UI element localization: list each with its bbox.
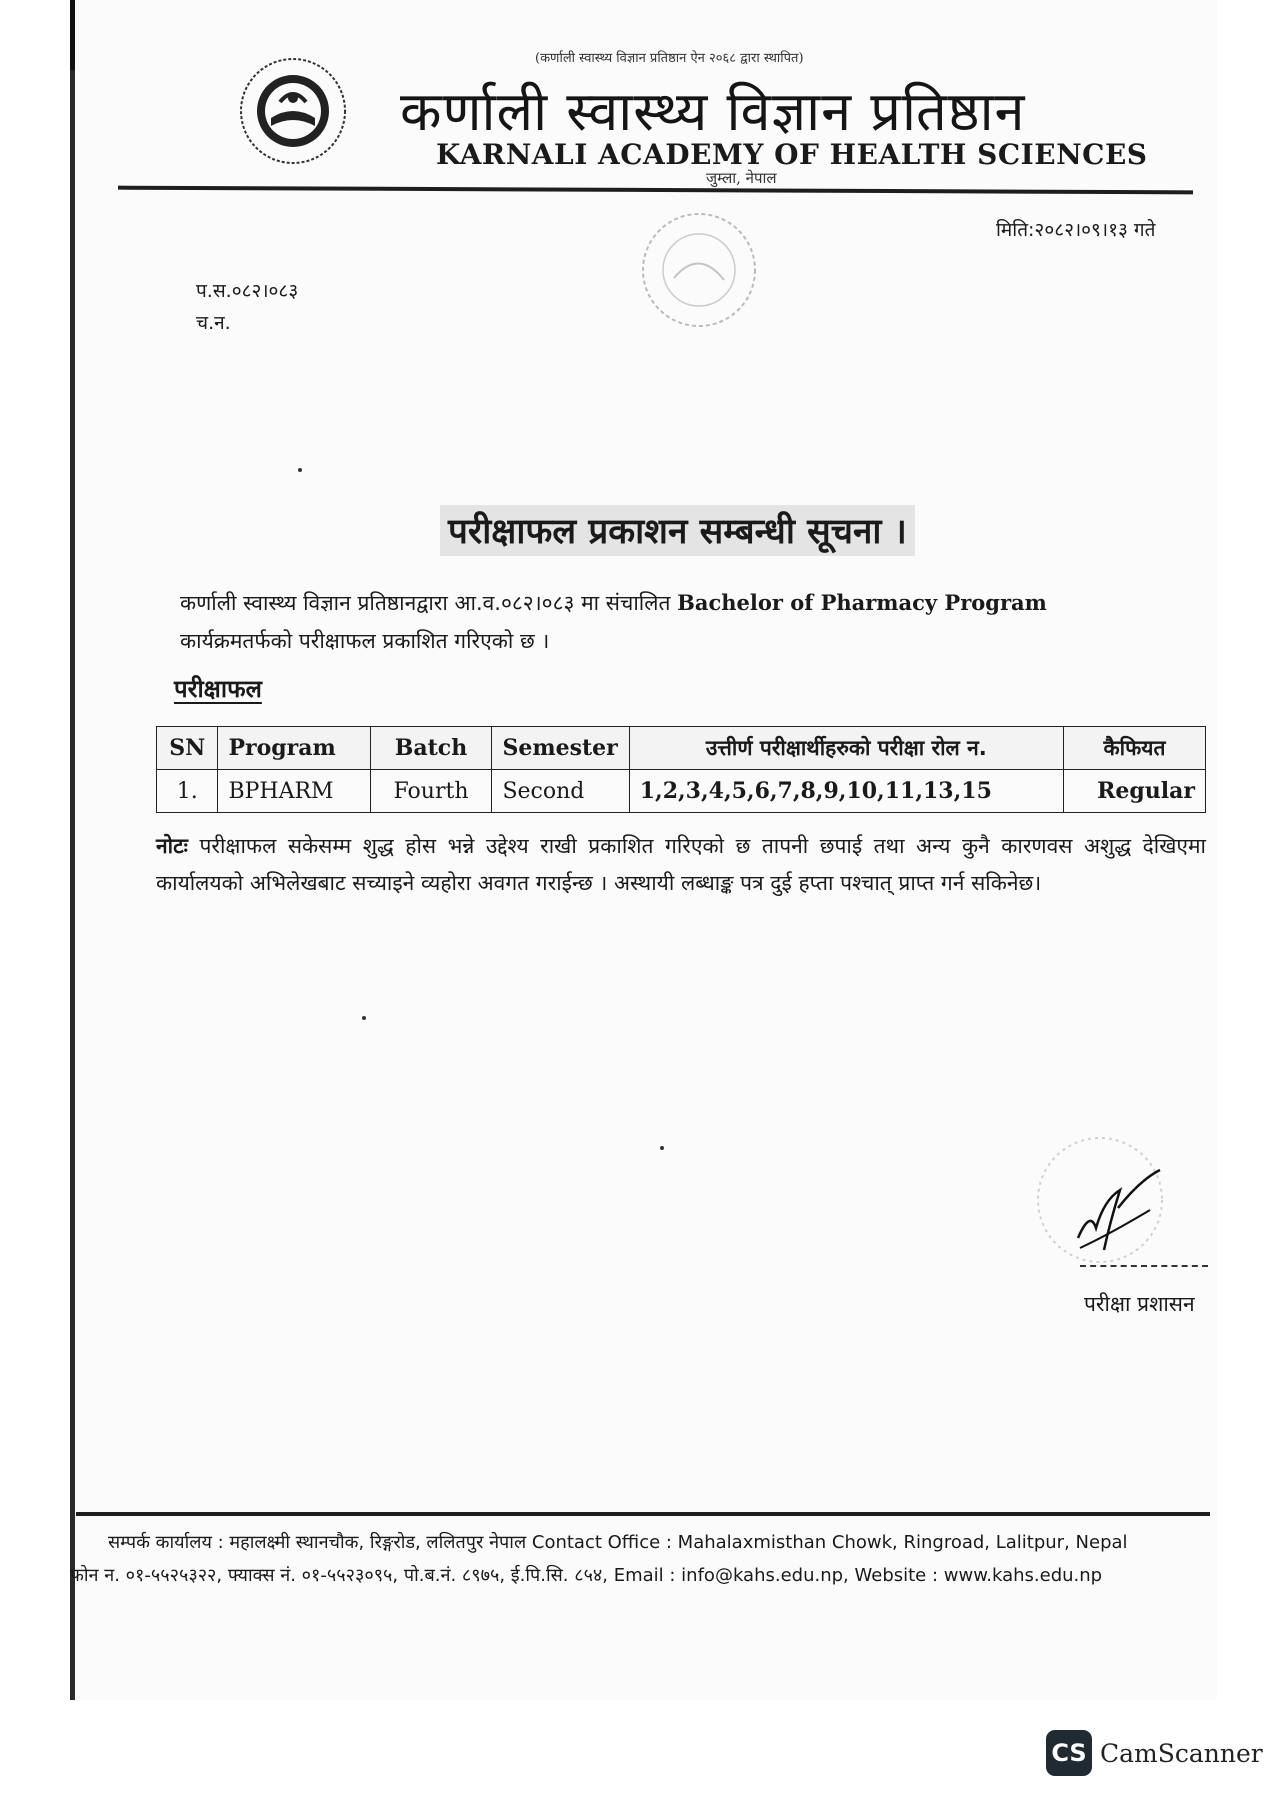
academy-logo-icon (238, 56, 348, 166)
column-semester: Semester (492, 727, 629, 770)
signature-icon (1000, 1130, 1210, 1280)
camscanner-logo-icon: CS (1046, 1730, 1092, 1776)
cell-sn: 1. (157, 770, 218, 813)
dispatch-number: च.न. (196, 312, 231, 334)
scan-speck (298, 468, 302, 472)
notice-title: परीक्षाफल प्रकाशन सम्बन्धी सूचना । (440, 505, 915, 556)
notice-body-part2: कार्यक्रमतर्फको परीक्षाफल प्रकाशित गरिएको छ । (180, 629, 550, 653)
column-program: Program (218, 727, 370, 770)
notice-body-part1: कर्णाली स्वास्थ्य विज्ञान प्रतिष्ठानद्वारा आ.व.०८२।०८३ मा संचालित (180, 591, 678, 615)
results-table (156, 726, 1206, 813)
scan-speck (362, 1016, 366, 1020)
cell-batch: Fourth (370, 770, 492, 813)
column-roll-numbers: उत्तीर्ण परीक्षार्थीहरुको परीक्षा रोल न. (629, 727, 1063, 770)
cell-roll-numbers: 1,2,3,4,5,6,7,8,9,10,11,13,15 (629, 770, 1063, 813)
table-row (157, 770, 1206, 813)
footer-contact-details: फोन न. ०१-५५२५३२२, फ्याक्स नं. ०१-५५२३०९५, पो.ब.नं. ८९७५, ई.पि.सि. ८५४, Email : info@kahs.edu.np, Website : www.kahs.edu.np (70, 1565, 1103, 1586)
camscanner-name: CamScanner (1100, 1738, 1263, 1768)
footer-contact-address: सम्पर्क कार्यालय : महालक्ष्मी स्थानचौक, रिङ्गरोड, ललितपुर नेपाल Contact Office : Mahalaxmisthan Chowk, Ringroad, Lalitpur, Nepal (108, 1532, 1128, 1553)
signatory-title: परीक्षा प्रशासन (1084, 1292, 1195, 1316)
issue-date: मिति:२०८२।०९।१३ गते (996, 219, 1156, 241)
org-location: जुम्ला, नेपाल (706, 169, 777, 187)
establishment-note: (कर्णाली स्वास्थ्य विज्ञान प्रतिष्ठान ऐन २०६८ द्वारा स्थापित) (535, 51, 804, 66)
column-remarks: कैफियत (1063, 727, 1205, 770)
cell-program: BPHARM (218, 770, 370, 813)
signature-line (1080, 1265, 1208, 1267)
column-sn: SN (157, 727, 218, 770)
office-stamp-icon (614, 208, 784, 338)
scan-speck (660, 1146, 664, 1150)
camscanner-watermark (1046, 1730, 1263, 1776)
note-text: परीक्षाफल सकेसम्म शुद्ध होस भन्ने उद्देश्य राखी प्रकाशित गरिएको छ तापनी छपाई तथा अन्य कुनै कारणवस अशुद्ध देखिएमा कार्यालयको अभिलेखबाट सच्याइने व्यहोरा अवगत गराईन्छ । अस्थायी लब्धाङ्क पत्र दुई हप्ता पश्चात् प्राप्त गर्न सकिनेछ। (156, 834, 1206, 895)
results-heading: परीक्षाफल (174, 675, 262, 703)
org-name-nepali: कर्णाली स्वास्थ्य विज्ञान प्रतिष्ठान (400, 80, 1026, 143)
reference-number: प.स.०८२।०८३ (196, 280, 299, 302)
notice-body (180, 584, 1210, 660)
cell-remarks: Regular (1063, 770, 1205, 813)
org-name-english: KARNALI ACADEMY OF HEALTH SCIENCES (436, 138, 1148, 171)
result-note (156, 828, 1206, 902)
footer-divider (76, 1512, 1210, 1516)
column-batch: Batch (370, 727, 492, 770)
table-header-row (157, 727, 1206, 770)
cell-semester: Second (492, 770, 629, 813)
program-name: Bachelor of Pharmacy Program (677, 590, 1047, 615)
note-label: नोटः (156, 834, 188, 858)
scan-edge (70, 0, 75, 70)
